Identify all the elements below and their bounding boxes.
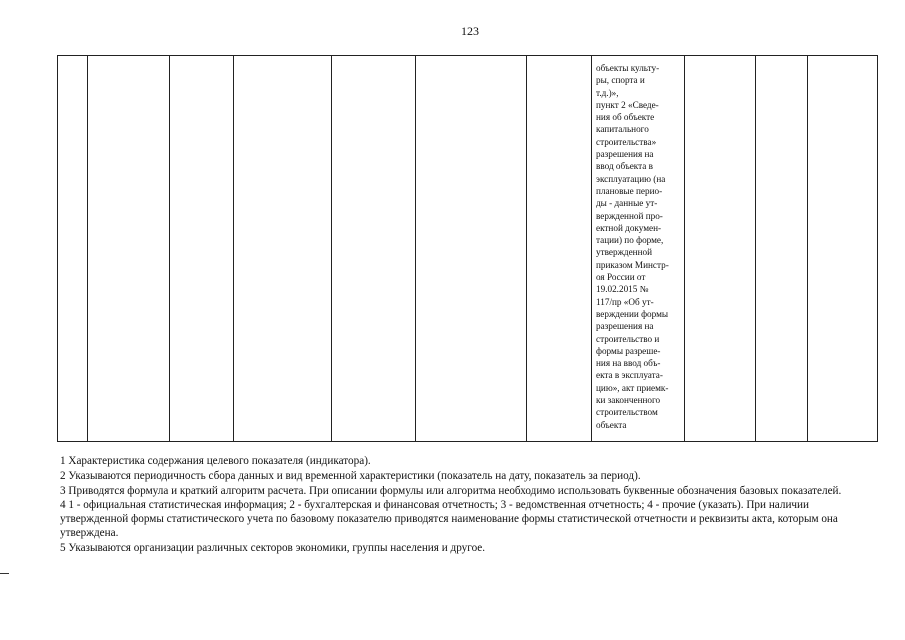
table-cell [88, 56, 170, 442]
footnote-4: 4 1 - официальная статистическая информация; 2 - бухгалтерская и финансовая отчетность; 3 - ведомственная отчетность; 4 - прочие (указать). При наличии утвержденной формы статистического учета по базовому показателю приводятся наименование формы статистической отчетности и реквизиты акта, которым она утверждена. [60, 499, 838, 539]
margin-mark [0, 573, 9, 574]
table-cell [527, 56, 592, 442]
table-cell [808, 56, 878, 442]
page-number: 123 [461, 24, 479, 38]
footnote-1: 1 Характеристика содержания целевого показателя (индикатора). [60, 455, 371, 467]
table-cell [685, 56, 756, 442]
table-cell [58, 56, 88, 442]
footnote-5: 5 Указываются организации различных секторов экономики, группы населения и другое. [60, 541, 486, 554]
table-cell [756, 56, 808, 442]
table-cell-source [592, 56, 685, 442]
footnote-3: 3 Приводятся формула и краткий алгоритм расчета. При описании формулы или алгоритма необходимо использовать буквенные обозначения базовых показателей. [60, 484, 842, 497]
indicator-table [57, 55, 878, 442]
table-cell [234, 56, 332, 442]
footnotes [60, 455, 880, 557]
table-cell [170, 56, 234, 442]
table-row [58, 56, 878, 442]
source-document-text: объекты культу- ры, спорта и т.д.)», пункт 2 «Сведе- ния об объекте капитального строительства» разрешения на ввод объекта в эксплуатацию (на плановые перио- ды - данные ут- вержденной про- ектной докумен- тации) по форме, утвержденной приказом Минстр- оя России от 19.02.2015 № 117/пр «Об ут- верждении формы разрешения на строительство и формы разреше- ния на ввод объ- екта в эксплуата- цию», акт приемк- ки законченного строительством объекта [596, 63, 669, 430]
footnote-2: 2 Указываются периодичность сбора данных и вид временной характеристики (показатель на дату, показатель за период). [60, 469, 641, 482]
table-cell [416, 56, 527, 442]
table-cell [332, 56, 416, 442]
